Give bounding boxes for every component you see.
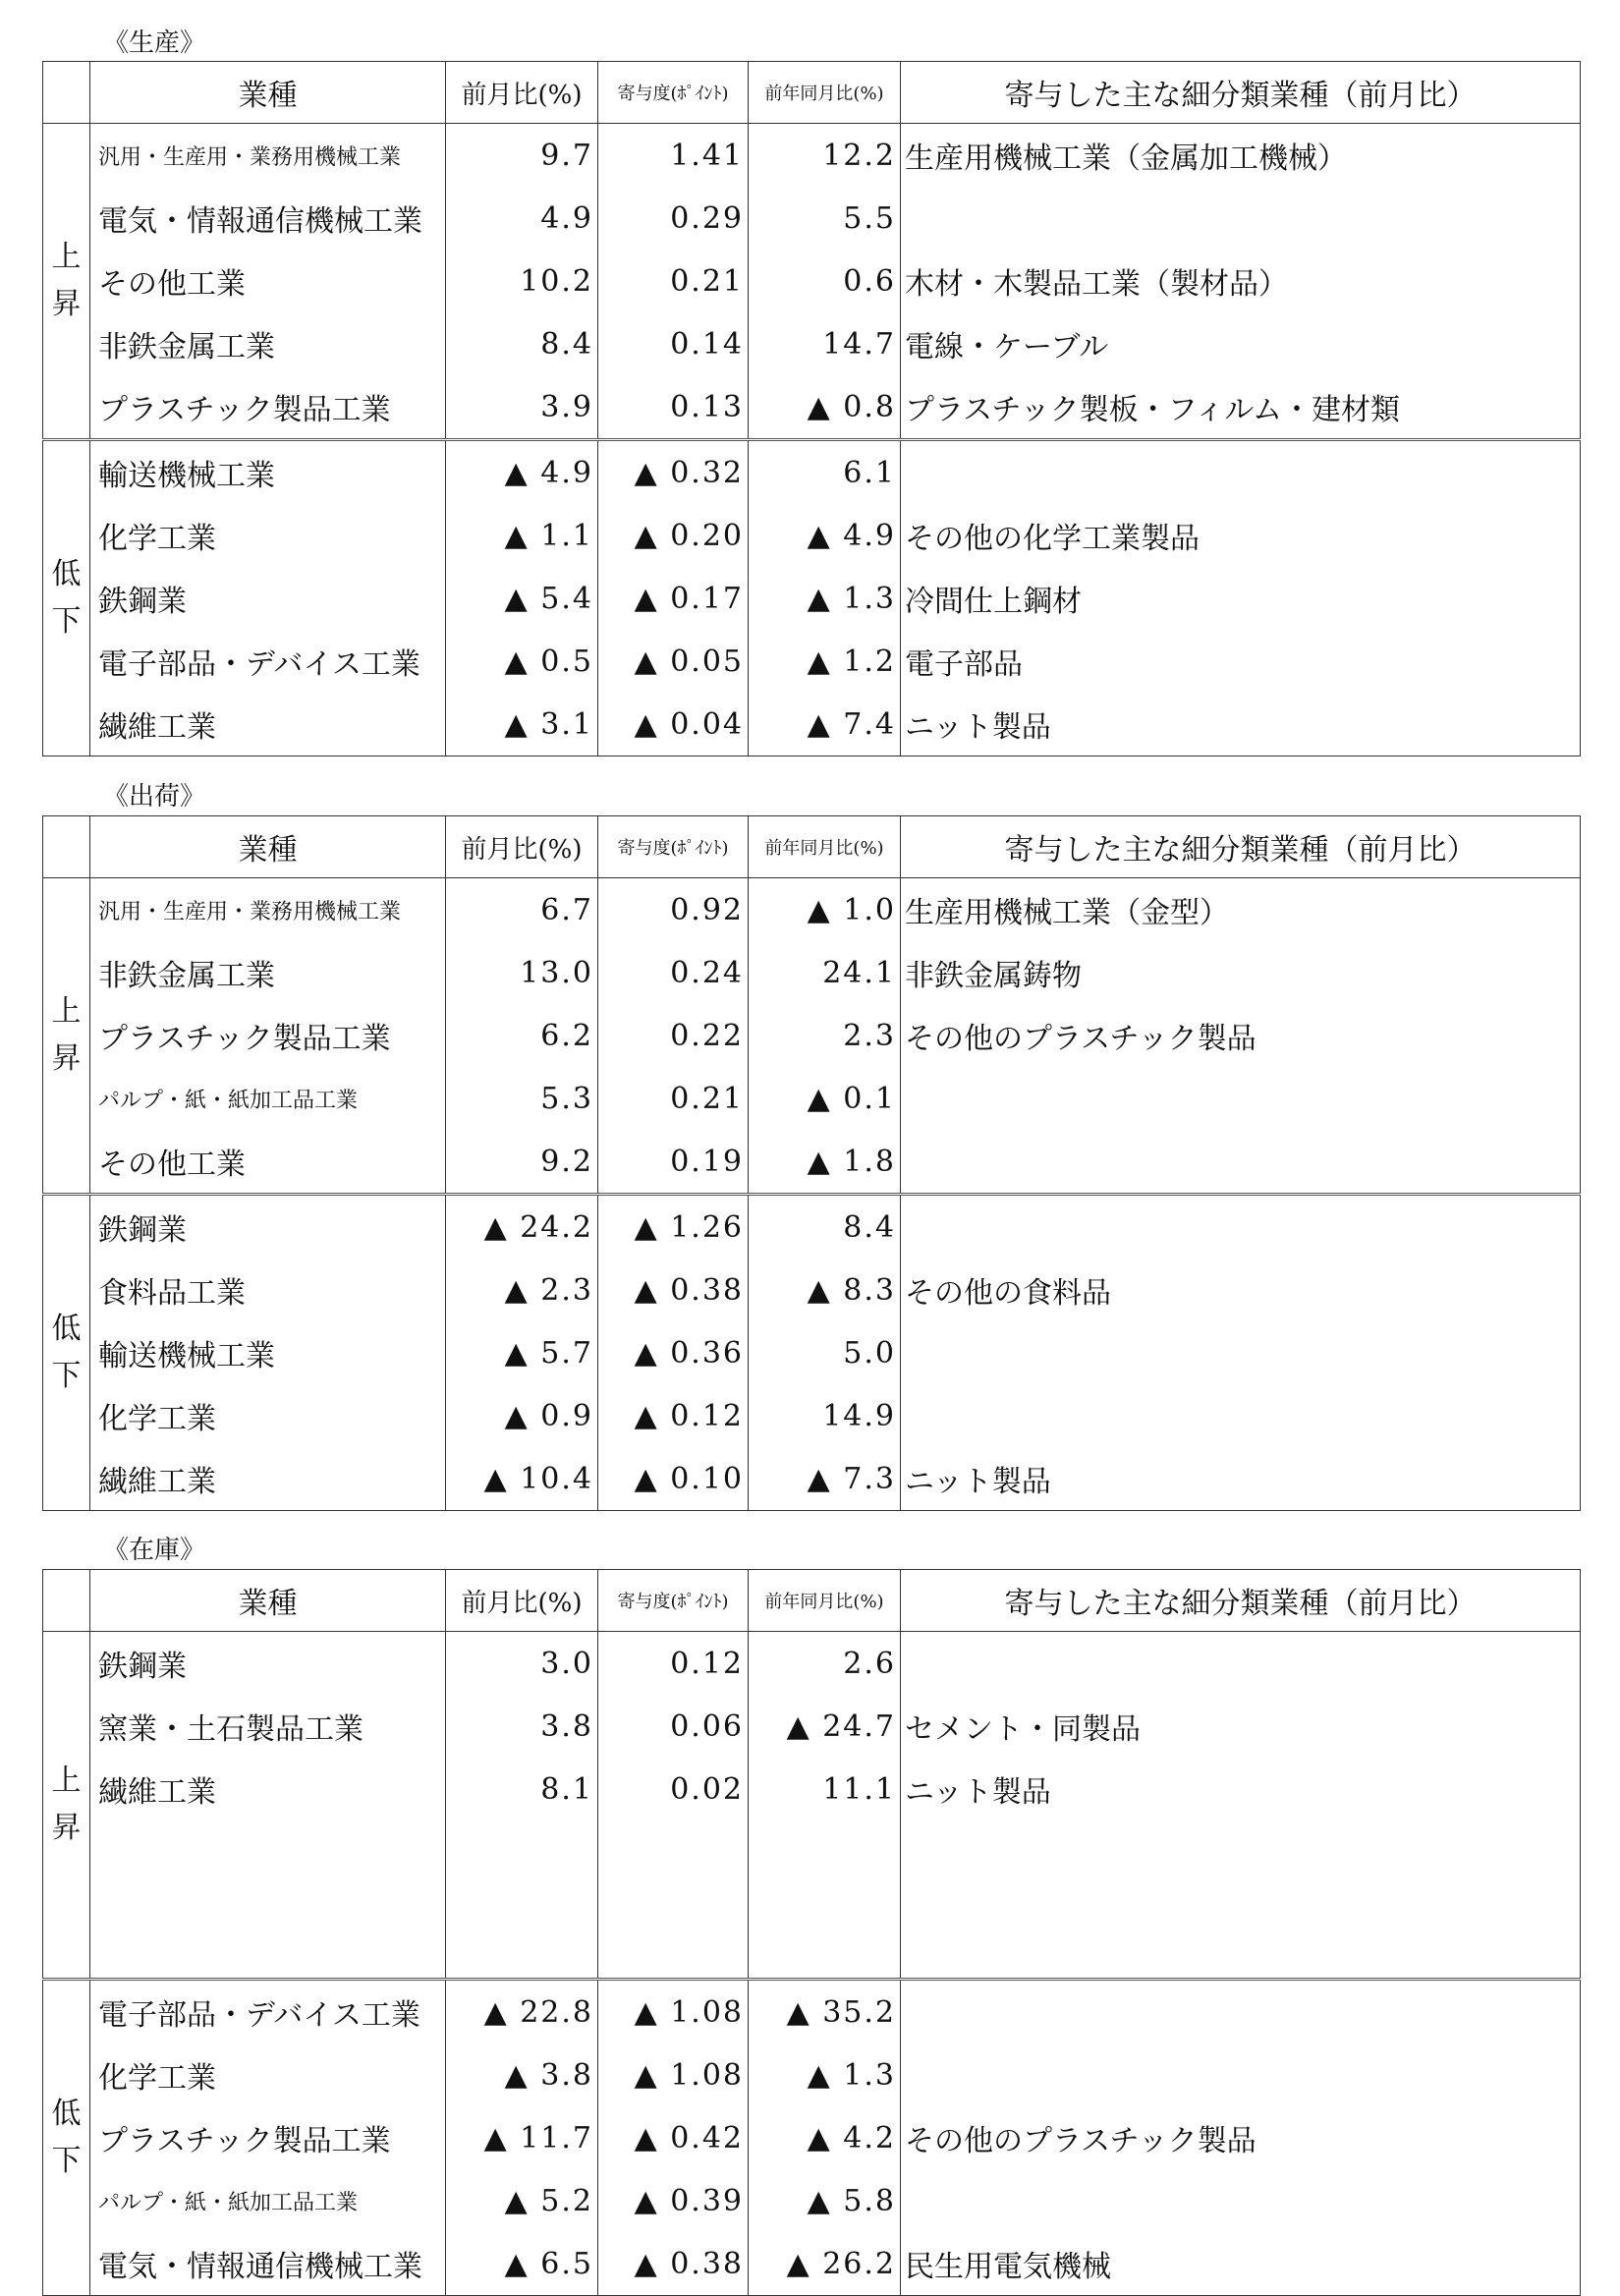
empty-row bbox=[43, 1820, 1581, 1899]
mom-cell: 4.9 bbox=[446, 187, 598, 250]
table-row bbox=[43, 1321, 1581, 1384]
detail-cell bbox=[901, 1130, 1581, 1195]
mom-cell: ▲ 0.9 bbox=[446, 1384, 598, 1447]
contrib-cell: ▲ 0.05 bbox=[598, 630, 749, 693]
industry-cell: 輸送機械工業 bbox=[90, 440, 446, 505]
table-row bbox=[43, 124, 1581, 188]
industry-cell: 鉄鋼業 bbox=[90, 1195, 446, 1260]
industry-cell: 化学工業 bbox=[90, 2044, 446, 2106]
header-mom: 前月比(%) bbox=[446, 816, 598, 878]
table-row bbox=[43, 1067, 1581, 1130]
production-table bbox=[42, 61, 1581, 756]
contrib-cell: 0.92 bbox=[598, 878, 749, 942]
header-yoy: 前年同月比(%) bbox=[749, 1570, 901, 1632]
table-row bbox=[43, 1384, 1581, 1447]
contrib-cell: ▲ 0.32 bbox=[598, 440, 749, 505]
table-row bbox=[43, 440, 1581, 505]
mom-cell: 8.1 bbox=[446, 1758, 598, 1820]
yoy-cell: ▲ 5.8 bbox=[749, 2169, 901, 2232]
yoy-cell: ▲ 1.8 bbox=[749, 1130, 901, 1195]
industry-cell: 窯業・土石製品工業 bbox=[90, 1695, 446, 1758]
mom-cell: ▲ 1.1 bbox=[446, 504, 598, 567]
contrib-cell: ▲ 0.17 bbox=[598, 567, 749, 630]
mom-cell: ▲ 3.8 bbox=[446, 2044, 598, 2106]
detail-cell bbox=[901, 2044, 1581, 2106]
header-industry: 業種 bbox=[90, 816, 446, 878]
mom-cell: ▲ 5.2 bbox=[446, 2169, 598, 2232]
header-detail: 寄与した主な細分類業種（前月比） bbox=[901, 1570, 1581, 1632]
group-label-up: 上 昇 bbox=[43, 124, 90, 440]
mom-cell: ▲ 4.9 bbox=[446, 440, 598, 505]
yoy-cell: 5.0 bbox=[749, 1321, 901, 1384]
contrib-cell: 0.13 bbox=[598, 375, 749, 440]
group-label-up: 上 昇 bbox=[43, 878, 90, 1195]
header-blank bbox=[43, 62, 90, 124]
contrib-cell: ▲ 0.20 bbox=[598, 504, 749, 567]
contrib-cell: ▲ 0.04 bbox=[598, 693, 749, 756]
table-row bbox=[43, 1695, 1581, 1758]
table-row bbox=[43, 941, 1581, 1004]
contrib-cell: ▲ 0.42 bbox=[598, 2106, 749, 2169]
detail-cell bbox=[901, 1384, 1581, 1447]
table-row bbox=[43, 630, 1581, 693]
inventory-table bbox=[42, 1569, 1581, 2296]
table-row bbox=[43, 2232, 1581, 2296]
detail-cell bbox=[901, 187, 1581, 250]
table-row bbox=[43, 2106, 1581, 2169]
table-row bbox=[43, 1632, 1581, 1696]
industry-cell: 電子部品・デバイス工業 bbox=[90, 1980, 446, 2044]
group-label-down: 低 下 bbox=[43, 1980, 90, 2296]
shipments-table bbox=[42, 815, 1581, 1511]
detail-cell: 民生用電気機械 bbox=[901, 2232, 1581, 2296]
industry-cell: 電気・情報通信機械工業 bbox=[90, 187, 446, 250]
industry-cell: プラスチック製品工業 bbox=[90, 1004, 446, 1067]
contrib-cell: 0.21 bbox=[598, 1067, 749, 1130]
mom-cell: ▲ 6.5 bbox=[446, 2232, 598, 2296]
contrib-cell: ▲ 1.08 bbox=[598, 2044, 749, 2106]
table-row bbox=[43, 504, 1581, 567]
detail-cell: 電子部品 bbox=[901, 630, 1581, 693]
contrib-cell: ▲ 0.12 bbox=[598, 1384, 749, 1447]
mom-cell: 9.2 bbox=[446, 1130, 598, 1195]
yoy-cell: 6.1 bbox=[749, 440, 901, 505]
empty-row bbox=[43, 1899, 1581, 1980]
detail-cell bbox=[901, 440, 1581, 505]
detail-cell: 生産用機械工業（金属加工機械） bbox=[901, 124, 1581, 188]
yoy-cell: ▲ 35.2 bbox=[749, 1980, 901, 2044]
contrib-cell: 1.41 bbox=[598, 124, 749, 188]
yoy-cell: 11.1 bbox=[749, 1758, 901, 1820]
yoy-cell: ▲ 8.3 bbox=[749, 1259, 901, 1321]
detail-cell: 電線・ケーブル bbox=[901, 312, 1581, 375]
contrib-cell: ▲ 1.08 bbox=[598, 1980, 749, 2044]
mom-cell: 3.0 bbox=[446, 1632, 598, 1696]
header-blank bbox=[43, 1570, 90, 1632]
mom-cell: ▲ 2.3 bbox=[446, 1259, 598, 1321]
table-row bbox=[43, 878, 1581, 942]
industry-cell: 電気・情報通信機械工業 bbox=[90, 2232, 446, 2296]
header-blank bbox=[43, 816, 90, 878]
yoy-cell: 2.3 bbox=[749, 1004, 901, 1067]
detail-cell: プラスチック製板・フィルム・建材類 bbox=[901, 375, 1581, 440]
mom-cell: 10.2 bbox=[446, 250, 598, 312]
mom-cell: 9.7 bbox=[446, 124, 598, 188]
header-detail: 寄与した主な細分類業種（前月比） bbox=[901, 62, 1581, 124]
table-row bbox=[43, 312, 1581, 375]
header-yoy: 前年同月比(%) bbox=[749, 816, 901, 878]
yoy-cell: 5.5 bbox=[749, 187, 901, 250]
mom-cell: 6.2 bbox=[446, 1004, 598, 1067]
contrib-cell: 0.14 bbox=[598, 312, 749, 375]
industry-cell: 非鉄金属工業 bbox=[90, 941, 446, 1004]
contrib-cell: 0.29 bbox=[598, 187, 749, 250]
mom-cell: 13.0 bbox=[446, 941, 598, 1004]
contrib-cell: ▲ 0.36 bbox=[598, 1321, 749, 1384]
industry-cell: 化学工業 bbox=[90, 1384, 446, 1447]
mom-cell: ▲ 0.5 bbox=[446, 630, 598, 693]
yoy-cell: ▲ 4.9 bbox=[749, 504, 901, 567]
header-industry: 業種 bbox=[90, 1570, 446, 1632]
contrib-cell: 0.22 bbox=[598, 1004, 749, 1067]
table-row bbox=[43, 1130, 1581, 1195]
table-row bbox=[43, 567, 1581, 630]
mom-cell: ▲ 11.7 bbox=[446, 2106, 598, 2169]
table-row bbox=[43, 1195, 1581, 1260]
mom-cell: 8.4 bbox=[446, 312, 598, 375]
mom-cell: ▲ 3.1 bbox=[446, 693, 598, 756]
yoy-cell: ▲ 7.3 bbox=[749, 1447, 901, 1511]
yoy-cell: ▲ 0.1 bbox=[749, 1067, 901, 1130]
contrib-cell: 0.21 bbox=[598, 250, 749, 312]
industry-cell: 汎用・生産用・業務用機械工業 bbox=[90, 878, 446, 942]
detail-cell: その他のプラスチック製品 bbox=[901, 2106, 1581, 2169]
table-row bbox=[43, 1447, 1581, 1511]
yoy-cell: 14.9 bbox=[749, 1384, 901, 1447]
header-contrib: 寄与度(ﾎﾟｲﾝﾄ) bbox=[598, 62, 749, 124]
detail-cell: その他の食料品 bbox=[901, 1259, 1581, 1321]
section-title-shipments: 《出荷》 bbox=[103, 782, 206, 812]
table-row bbox=[43, 1259, 1581, 1321]
mom-cell: ▲ 22.8 bbox=[446, 1980, 598, 2044]
table-header-row bbox=[43, 62, 1581, 124]
header-yoy: 前年同月比(%) bbox=[749, 62, 901, 124]
mom-cell: ▲ 5.4 bbox=[446, 567, 598, 630]
detail-cell: セメント・同製品 bbox=[901, 1695, 1581, 1758]
table-row bbox=[43, 187, 1581, 250]
group-label-up: 上 昇 bbox=[43, 1632, 90, 1980]
table-row bbox=[43, 693, 1581, 756]
contrib-cell: ▲ 0.38 bbox=[598, 2232, 749, 2296]
contrib-cell: ▲ 0.38 bbox=[598, 1259, 749, 1321]
industry-cell: パルプ・紙・紙加工品工業 bbox=[90, 1067, 446, 1130]
detail-cell: ニット製品 bbox=[901, 1758, 1581, 1820]
yoy-cell: 12.2 bbox=[749, 124, 901, 188]
table-row bbox=[43, 1758, 1581, 1820]
detail-cell: 非鉄金属鋳物 bbox=[901, 941, 1581, 1004]
industry-cell: 電子部品・デバイス工業 bbox=[90, 630, 446, 693]
mom-cell: ▲ 24.2 bbox=[446, 1195, 598, 1260]
contrib-cell: ▲ 1.26 bbox=[598, 1195, 749, 1260]
yoy-cell: ▲ 24.7 bbox=[749, 1695, 901, 1758]
table-row bbox=[43, 1004, 1581, 1067]
yoy-cell: ▲ 1.0 bbox=[749, 878, 901, 942]
industry-cell: 汎用・生産用・業務用機械工業 bbox=[90, 124, 446, 188]
industry-cell: プラスチック製品工業 bbox=[90, 375, 446, 440]
industry-cell: 鉄鋼業 bbox=[90, 1632, 446, 1696]
industry-cell: その他工業 bbox=[90, 1130, 446, 1195]
detail-cell bbox=[901, 1067, 1581, 1130]
yoy-cell: ▲ 0.8 bbox=[749, 375, 901, 440]
section-title-production: 《生産》 bbox=[103, 28, 206, 58]
detail-cell bbox=[901, 1632, 1581, 1696]
header-detail: 寄与した主な細分類業種（前月比） bbox=[901, 816, 1581, 878]
industry-cell: パルプ・紙・紙加工品工業 bbox=[90, 2169, 446, 2232]
contrib-cell: 0.06 bbox=[598, 1695, 749, 1758]
mom-cell: 3.9 bbox=[446, 375, 598, 440]
mom-cell: 6.7 bbox=[446, 878, 598, 942]
yoy-cell: ▲ 26.2 bbox=[749, 2232, 901, 2296]
contrib-cell: 0.24 bbox=[598, 941, 749, 1004]
detail-cell: 生産用機械工業（金型） bbox=[901, 878, 1581, 942]
contrib-cell: ▲ 0.10 bbox=[598, 1447, 749, 1511]
yoy-cell: ▲ 7.4 bbox=[749, 693, 901, 756]
industry-cell: その他工業 bbox=[90, 250, 446, 312]
mom-cell: 3.8 bbox=[446, 1695, 598, 1758]
industry-cell: プラスチック製品工業 bbox=[90, 2106, 446, 2169]
header-mom: 前月比(%) bbox=[446, 62, 598, 124]
group-label-down: 低 下 bbox=[43, 1195, 90, 1511]
table-header-row bbox=[43, 816, 1581, 878]
group-label-down: 低 下 bbox=[43, 440, 90, 756]
header-industry: 業種 bbox=[90, 62, 446, 124]
contrib-cell: 0.19 bbox=[598, 1130, 749, 1195]
detail-cell: 冷間仕上鋼材 bbox=[901, 567, 1581, 630]
industry-cell: 繊維工業 bbox=[90, 1447, 446, 1511]
industry-cell: 繊維工業 bbox=[90, 1758, 446, 1820]
detail-cell: その他のプラスチック製品 bbox=[901, 1004, 1581, 1067]
contrib-cell: 0.02 bbox=[598, 1758, 749, 1820]
detail-cell bbox=[901, 1980, 1581, 2044]
detail-cell: その他の化学工業製品 bbox=[901, 504, 1581, 567]
industry-cell: 鉄鋼業 bbox=[90, 567, 446, 630]
mom-cell: ▲ 10.4 bbox=[446, 1447, 598, 1511]
contrib-cell: ▲ 0.39 bbox=[598, 2169, 749, 2232]
table-row bbox=[43, 2044, 1581, 2106]
detail-cell: 木材・木製品工業（製材品） bbox=[901, 250, 1581, 312]
industry-cell: 輸送機械工業 bbox=[90, 1321, 446, 1384]
table-row bbox=[43, 1980, 1581, 2044]
yoy-cell: 2.6 bbox=[749, 1632, 901, 1696]
industry-cell: 化学工業 bbox=[90, 504, 446, 567]
yoy-cell: 14.7 bbox=[749, 312, 901, 375]
header-contrib: 寄与度(ﾎﾟｲﾝﾄ) bbox=[598, 1570, 749, 1632]
table-header-row bbox=[43, 1570, 1581, 1632]
detail-cell bbox=[901, 1321, 1581, 1384]
detail-cell bbox=[901, 2169, 1581, 2232]
table-row bbox=[43, 375, 1581, 440]
mom-cell: 5.3 bbox=[446, 1067, 598, 1130]
yoy-cell: 0.6 bbox=[749, 250, 901, 312]
detail-cell bbox=[901, 1195, 1581, 1260]
mom-cell: ▲ 5.7 bbox=[446, 1321, 598, 1384]
section-title-inventory: 《在庫》 bbox=[103, 1536, 206, 1565]
yoy-cell: ▲ 4.2 bbox=[749, 2106, 901, 2169]
header-mom: 前月比(%) bbox=[446, 1570, 598, 1632]
yoy-cell: ▲ 1.2 bbox=[749, 630, 901, 693]
industry-cell: 食料品工業 bbox=[90, 1259, 446, 1321]
industry-cell: 繊維工業 bbox=[90, 693, 446, 756]
yoy-cell: 8.4 bbox=[749, 1195, 901, 1260]
yoy-cell: 24.1 bbox=[749, 941, 901, 1004]
table-row bbox=[43, 2169, 1581, 2232]
detail-cell: ニット製品 bbox=[901, 693, 1581, 756]
table-row bbox=[43, 250, 1581, 312]
header-contrib: 寄与度(ﾎﾟｲﾝﾄ) bbox=[598, 816, 749, 878]
industry-cell: 非鉄金属工業 bbox=[90, 312, 446, 375]
contrib-cell: 0.12 bbox=[598, 1632, 749, 1696]
detail-cell: ニット製品 bbox=[901, 1447, 1581, 1511]
yoy-cell: ▲ 1.3 bbox=[749, 567, 901, 630]
yoy-cell: ▲ 1.3 bbox=[749, 2044, 901, 2106]
